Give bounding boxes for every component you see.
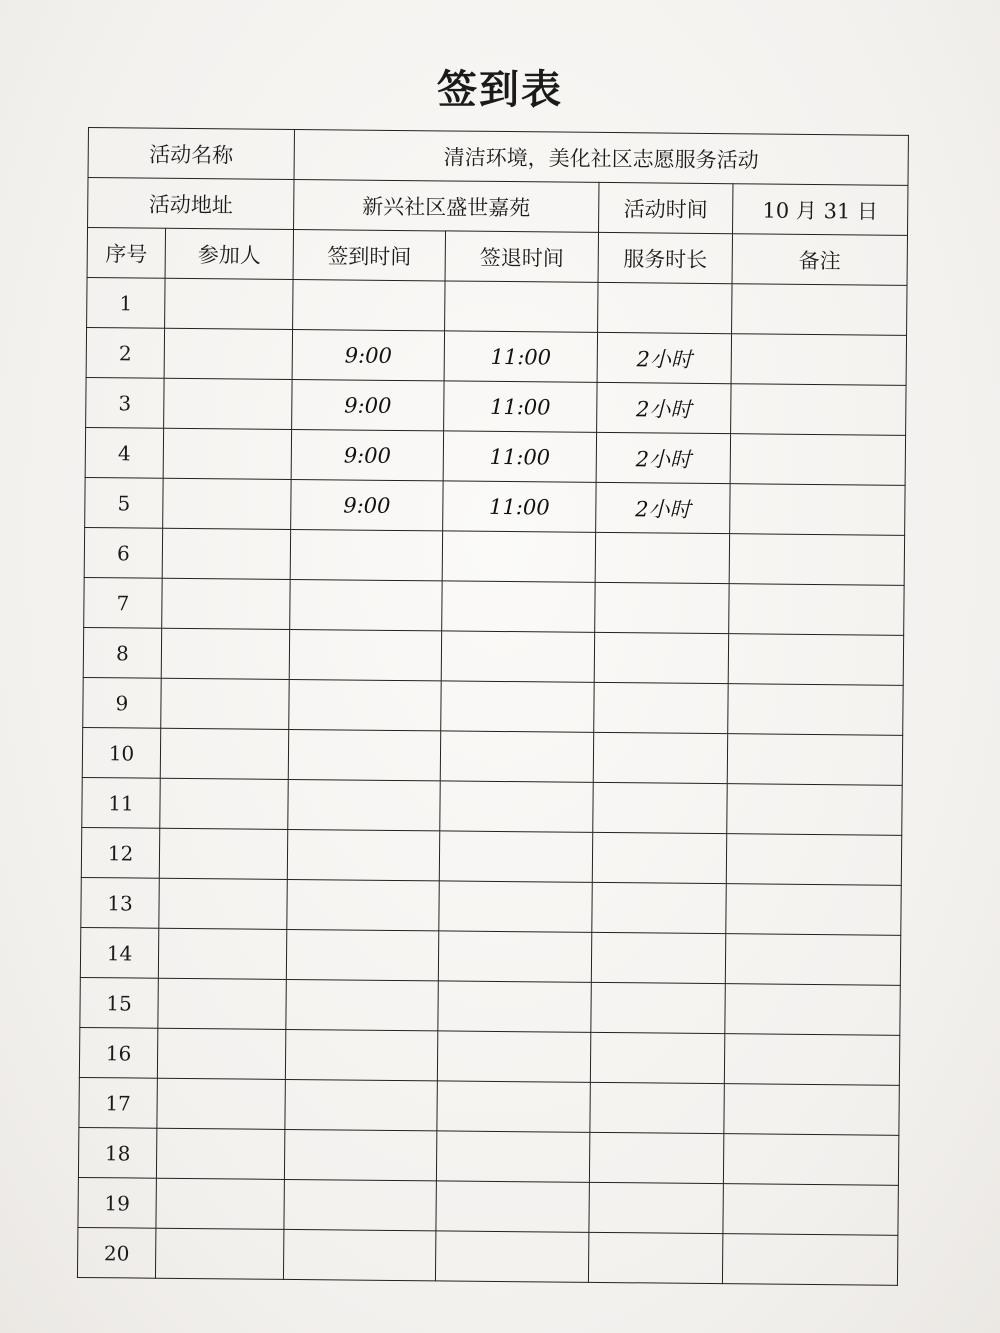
service-duration bbox=[591, 932, 725, 983]
participant-signature bbox=[164, 378, 292, 429]
check-in-time bbox=[284, 1179, 436, 1230]
check-in-time bbox=[290, 579, 442, 630]
service-duration: 2小时 bbox=[597, 382, 731, 433]
service-duration bbox=[592, 882, 726, 933]
remarks-cell bbox=[729, 534, 904, 586]
participant-signature bbox=[161, 628, 289, 679]
sign-in-form bbox=[77, 127, 928, 1286]
table-row bbox=[80, 977, 900, 1035]
remarks-cell bbox=[732, 284, 907, 336]
check-out-time: 11:00 bbox=[443, 481, 596, 532]
participant-signature bbox=[156, 1178, 284, 1229]
row-number: 11 bbox=[82, 777, 160, 828]
check-out-time bbox=[442, 581, 595, 632]
check-out-time bbox=[445, 281, 598, 332]
table-row bbox=[79, 1077, 899, 1135]
remarks-cell bbox=[730, 434, 905, 486]
activity-name-label: 活动名称 bbox=[88, 128, 294, 180]
check-in-time bbox=[289, 629, 441, 680]
row-number: 4 bbox=[85, 427, 163, 478]
row-number: 8 bbox=[83, 627, 161, 678]
header-participant: 参加人 bbox=[165, 228, 293, 279]
table-row bbox=[81, 877, 901, 935]
table-row bbox=[78, 1177, 898, 1235]
service-duration: 2小时 bbox=[597, 332, 731, 383]
participant-signature bbox=[158, 928, 286, 979]
check-out-time bbox=[437, 1031, 590, 1082]
remarks-cell bbox=[723, 1134, 898, 1186]
row-number: 16 bbox=[79, 1027, 157, 1078]
check-in-time bbox=[288, 729, 440, 780]
participant-signature bbox=[157, 1078, 285, 1129]
header-duration: 服务时长 bbox=[598, 232, 732, 283]
activity-address-row bbox=[88, 178, 908, 236]
row-number: 7 bbox=[84, 577, 162, 628]
table-row bbox=[83, 627, 903, 685]
check-out-time bbox=[438, 981, 591, 1032]
remarks-cell bbox=[723, 1184, 898, 1236]
check-in-time bbox=[286, 929, 438, 980]
table-row bbox=[78, 1127, 898, 1185]
remarks-cell bbox=[729, 584, 904, 636]
remarks-cell bbox=[730, 484, 905, 536]
remarks-cell bbox=[728, 634, 903, 686]
service-duration: 2小时 bbox=[596, 432, 730, 483]
check-out-time bbox=[436, 1131, 589, 1182]
service-duration bbox=[594, 632, 728, 683]
row-number: 2 bbox=[86, 327, 164, 378]
check-out-time bbox=[435, 1231, 588, 1282]
service-duration bbox=[595, 532, 729, 583]
remarks-cell bbox=[728, 684, 903, 736]
remarks-cell bbox=[724, 1034, 899, 1086]
check-out-time: 11:00 bbox=[444, 331, 597, 382]
check-in-time bbox=[286, 979, 438, 1030]
check-in-time bbox=[290, 529, 442, 580]
service-duration bbox=[593, 732, 727, 783]
participant-signature bbox=[155, 1228, 283, 1279]
check-out-time bbox=[441, 681, 594, 732]
header-check-in: 签到时间 bbox=[293, 229, 445, 280]
check-in-time: 9:00 bbox=[292, 379, 444, 430]
check-in-time: 9:00 bbox=[291, 479, 443, 530]
check-out-time: 11:00 bbox=[443, 431, 596, 482]
remarks-cell bbox=[726, 834, 901, 886]
check-out-time bbox=[442, 531, 595, 582]
table-row bbox=[83, 677, 903, 735]
check-in-time bbox=[287, 879, 439, 930]
check-in-time bbox=[289, 679, 441, 730]
activity-name-value: 清洁环境，美化社区志愿服务活动 bbox=[294, 129, 908, 185]
remarks-cell bbox=[727, 784, 902, 836]
participant-signature bbox=[160, 728, 288, 779]
check-in-time: 9:00 bbox=[291, 429, 443, 480]
check-in-time bbox=[288, 779, 440, 830]
check-in-time bbox=[287, 829, 439, 880]
sign-in-table bbox=[77, 127, 909, 1286]
row-number: 19 bbox=[78, 1177, 156, 1228]
service-duration bbox=[589, 1132, 723, 1183]
participant-signature bbox=[163, 428, 291, 479]
check-in-time bbox=[293, 279, 445, 330]
participant-signature bbox=[163, 478, 291, 529]
check-in-time bbox=[284, 1129, 436, 1180]
row-number: 14 bbox=[80, 927, 158, 978]
table-row bbox=[87, 277, 907, 335]
check-out-time: 11:00 bbox=[444, 381, 597, 432]
table-row bbox=[82, 727, 902, 785]
row-number: 20 bbox=[77, 1227, 155, 1278]
service-duration bbox=[591, 982, 725, 1033]
table-row bbox=[85, 477, 905, 535]
participant-signature bbox=[162, 528, 290, 579]
table-row bbox=[85, 427, 905, 485]
check-out-time bbox=[436, 1181, 589, 1232]
participant-signature bbox=[164, 328, 292, 379]
table-row bbox=[80, 927, 900, 985]
service-duration bbox=[595, 582, 729, 633]
remarks-cell bbox=[725, 934, 900, 986]
header-no: 序号 bbox=[87, 228, 165, 279]
participant-signature bbox=[165, 278, 293, 329]
participant-signature bbox=[159, 878, 287, 929]
check-in-time: 9:00 bbox=[292, 329, 444, 380]
table-row bbox=[82, 777, 902, 835]
check-in-time bbox=[283, 1229, 435, 1280]
row-number: 12 bbox=[81, 827, 159, 878]
header-check-out: 签退时间 bbox=[445, 231, 598, 282]
table-row bbox=[84, 577, 904, 635]
check-in-time bbox=[285, 1079, 437, 1130]
service-duration: 2小时 bbox=[596, 482, 730, 533]
check-out-time bbox=[440, 781, 593, 832]
row-number: 3 bbox=[86, 377, 164, 428]
remarks-cell bbox=[726, 884, 901, 936]
remarks-cell bbox=[731, 334, 906, 386]
participant-signature bbox=[156, 1128, 284, 1179]
service-duration bbox=[590, 1082, 724, 1133]
table-row bbox=[79, 1027, 899, 1085]
participant-signature bbox=[160, 778, 288, 829]
row-number: 10 bbox=[82, 727, 160, 778]
participant-signature bbox=[158, 978, 286, 1029]
header-remarks: 备注 bbox=[732, 234, 907, 286]
check-out-time bbox=[439, 831, 592, 882]
activity-time-value: 10 月 31 日 bbox=[733, 184, 908, 236]
row-number: 1 bbox=[87, 277, 165, 328]
row-number: 13 bbox=[81, 877, 159, 928]
remarks-cell bbox=[725, 984, 900, 1036]
activity-time-label: 活动时间 bbox=[599, 182, 733, 233]
participant-signature bbox=[157, 1028, 285, 1079]
service-duration bbox=[588, 1232, 722, 1283]
participant-signature bbox=[159, 828, 287, 879]
table-row bbox=[84, 527, 904, 585]
check-out-time bbox=[440, 731, 593, 782]
check-in-time bbox=[285, 1029, 437, 1080]
table-row bbox=[86, 377, 906, 435]
check-out-time bbox=[441, 631, 594, 682]
row-number: 6 bbox=[84, 527, 162, 578]
activity-address-value: 新兴社区盛世嘉苑 bbox=[294, 179, 599, 232]
column-header-row bbox=[87, 228, 907, 286]
table-row bbox=[77, 1227, 897, 1285]
service-duration bbox=[598, 282, 732, 333]
row-number: 15 bbox=[80, 977, 158, 1028]
check-out-time bbox=[439, 881, 592, 932]
participant-signature bbox=[161, 678, 289, 729]
row-number: 5 bbox=[85, 477, 163, 528]
participant-signature bbox=[162, 578, 290, 629]
service-duration bbox=[590, 1032, 724, 1083]
table-row bbox=[81, 827, 901, 885]
check-out-time bbox=[438, 931, 591, 982]
row-number: 9 bbox=[83, 677, 161, 728]
remarks-cell bbox=[724, 1084, 899, 1136]
row-number: 18 bbox=[78, 1127, 156, 1178]
check-out-time bbox=[437, 1081, 590, 1132]
table-row bbox=[86, 327, 906, 385]
activity-name-row bbox=[88, 128, 908, 186]
remarks-cell bbox=[731, 384, 906, 436]
service-duration bbox=[593, 782, 727, 833]
service-duration bbox=[592, 832, 726, 883]
remarks-cell bbox=[727, 734, 902, 786]
service-duration bbox=[594, 682, 728, 733]
row-number: 17 bbox=[79, 1077, 157, 1128]
remarks-cell bbox=[722, 1234, 897, 1286]
page-title: 签到表 bbox=[437, 67, 563, 113]
service-duration bbox=[589, 1182, 723, 1233]
activity-address-label: 活动地址 bbox=[88, 178, 294, 230]
